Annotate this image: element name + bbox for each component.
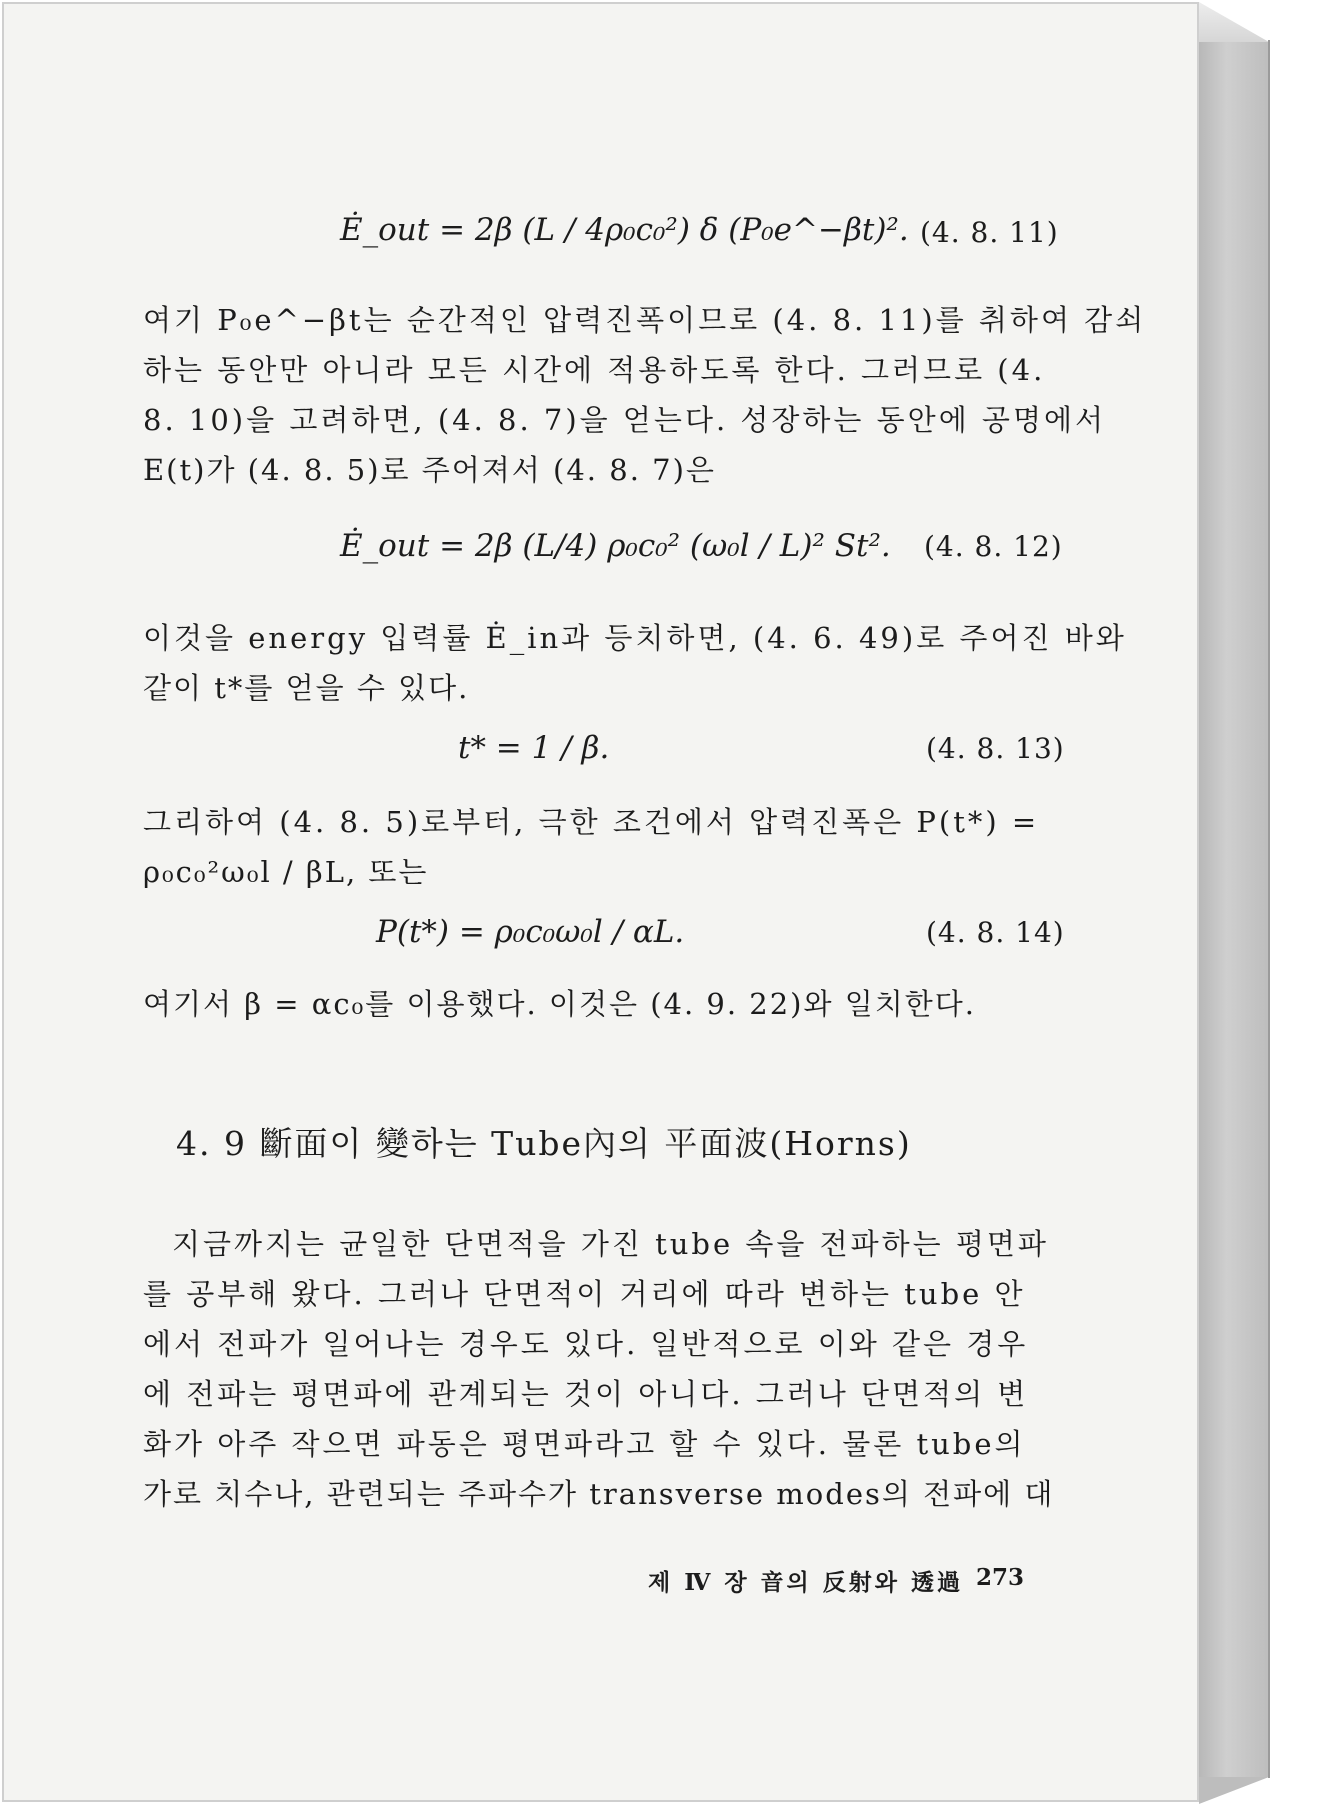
- paragraph-line: 화가 아주 작으면 파동은 평면파라고 할 수 있다. 물론 tube의: [143, 1427, 1026, 1461]
- book-spine-edge: [1268, 40, 1270, 1778]
- paragraph-line: E(t)가 (4. 8. 5)로 주어져서 (4. 8. 7)은: [143, 453, 716, 487]
- paragraph-line: 지금까지는 균일한 단면적을 가진 tube 속을 전파하는 평면파: [172, 1227, 1049, 1261]
- running-footer: 제 Ⅳ 장 音의 反射와 透過: [648, 1569, 964, 1596]
- book-spine-bottom: [1199, 1777, 1269, 1804]
- paragraph-line: 이것을 energy 입력률 Ė_in과 등치하면, (4. 6. 49)로 주어진 바와: [143, 621, 1127, 655]
- equation-4-8-14: P(t*) = ρ₀c₀ω₀l / αL.: [376, 914, 685, 950]
- equation-number: (4. 8. 11): [920, 216, 1059, 249]
- book-spine: [1199, 42, 1269, 1777]
- book-page: [2, 2, 1199, 1802]
- equation-number: (4. 8. 12): [924, 530, 1063, 563]
- paragraph-line: 여기서 β = αc₀를 이용했다. 이것은 (4. 9. 22)와 일치한다.: [143, 987, 977, 1021]
- equation-number: (4. 8. 13): [926, 732, 1065, 765]
- equation-number: (4. 8. 14): [926, 916, 1065, 949]
- paragraph-line: 같이 t*를 얻을 수 있다.: [143, 671, 470, 705]
- paragraph-line: 를 공부해 왔다. 그러나 단면적이 거리에 따라 변하는 tube 안: [143, 1277, 1026, 1311]
- equation-4-8-13: t* = 1 / β.: [458, 730, 610, 766]
- paragraph-line: 가로 치수나, 관련되는 주파수가 transverse modes의 전파에 대: [143, 1477, 1055, 1511]
- equation-4-8-12: Ė_out = 2β (L/4) ρ₀c₀² (ω₀l / L)² St².: [340, 528, 891, 564]
- paragraph-line: 에서 전파가 일어나는 경우도 있다. 일반적으로 이와 같은 경우: [143, 1327, 1029, 1361]
- equation-4-8-11: Ė_out = 2β (L / 4ρ₀c₀²) δ (P₀e^−βt)².: [340, 212, 909, 248]
- paragraph-line: 그리하여 (4. 8. 5)로부터, 극한 조건에서 압력진폭은 P(t*) =: [143, 805, 1040, 839]
- paragraph-line: 여기 P₀e^−βt는 순간적인 압력진폭이므로 (4. 8. 11)를 취하여 감쇠: [143, 303, 1147, 337]
- section-heading: 4. 9 斷面이 變하는 Tube內의 平面波(Horns): [176, 1124, 912, 1163]
- paragraph-line: 8. 10)을 고려하면, (4. 8. 7)을 얻는다. 성장하는 동안에 공명에서: [143, 403, 1106, 437]
- paragraph-line: 에 전파는 평면파에 관계되는 것이 아니다. 그러나 단면적의 변: [143, 1377, 1029, 1411]
- book-spine-top: [1199, 2, 1269, 42]
- paragraph-line: ρ₀c₀²ω₀l / βL, 또는: [143, 855, 429, 889]
- page-number: 273: [976, 1564, 1025, 1591]
- paragraph-line: 하는 동안만 아니라 모든 시간에 적용하도록 한다. 그러므로 (4.: [143, 353, 1046, 387]
